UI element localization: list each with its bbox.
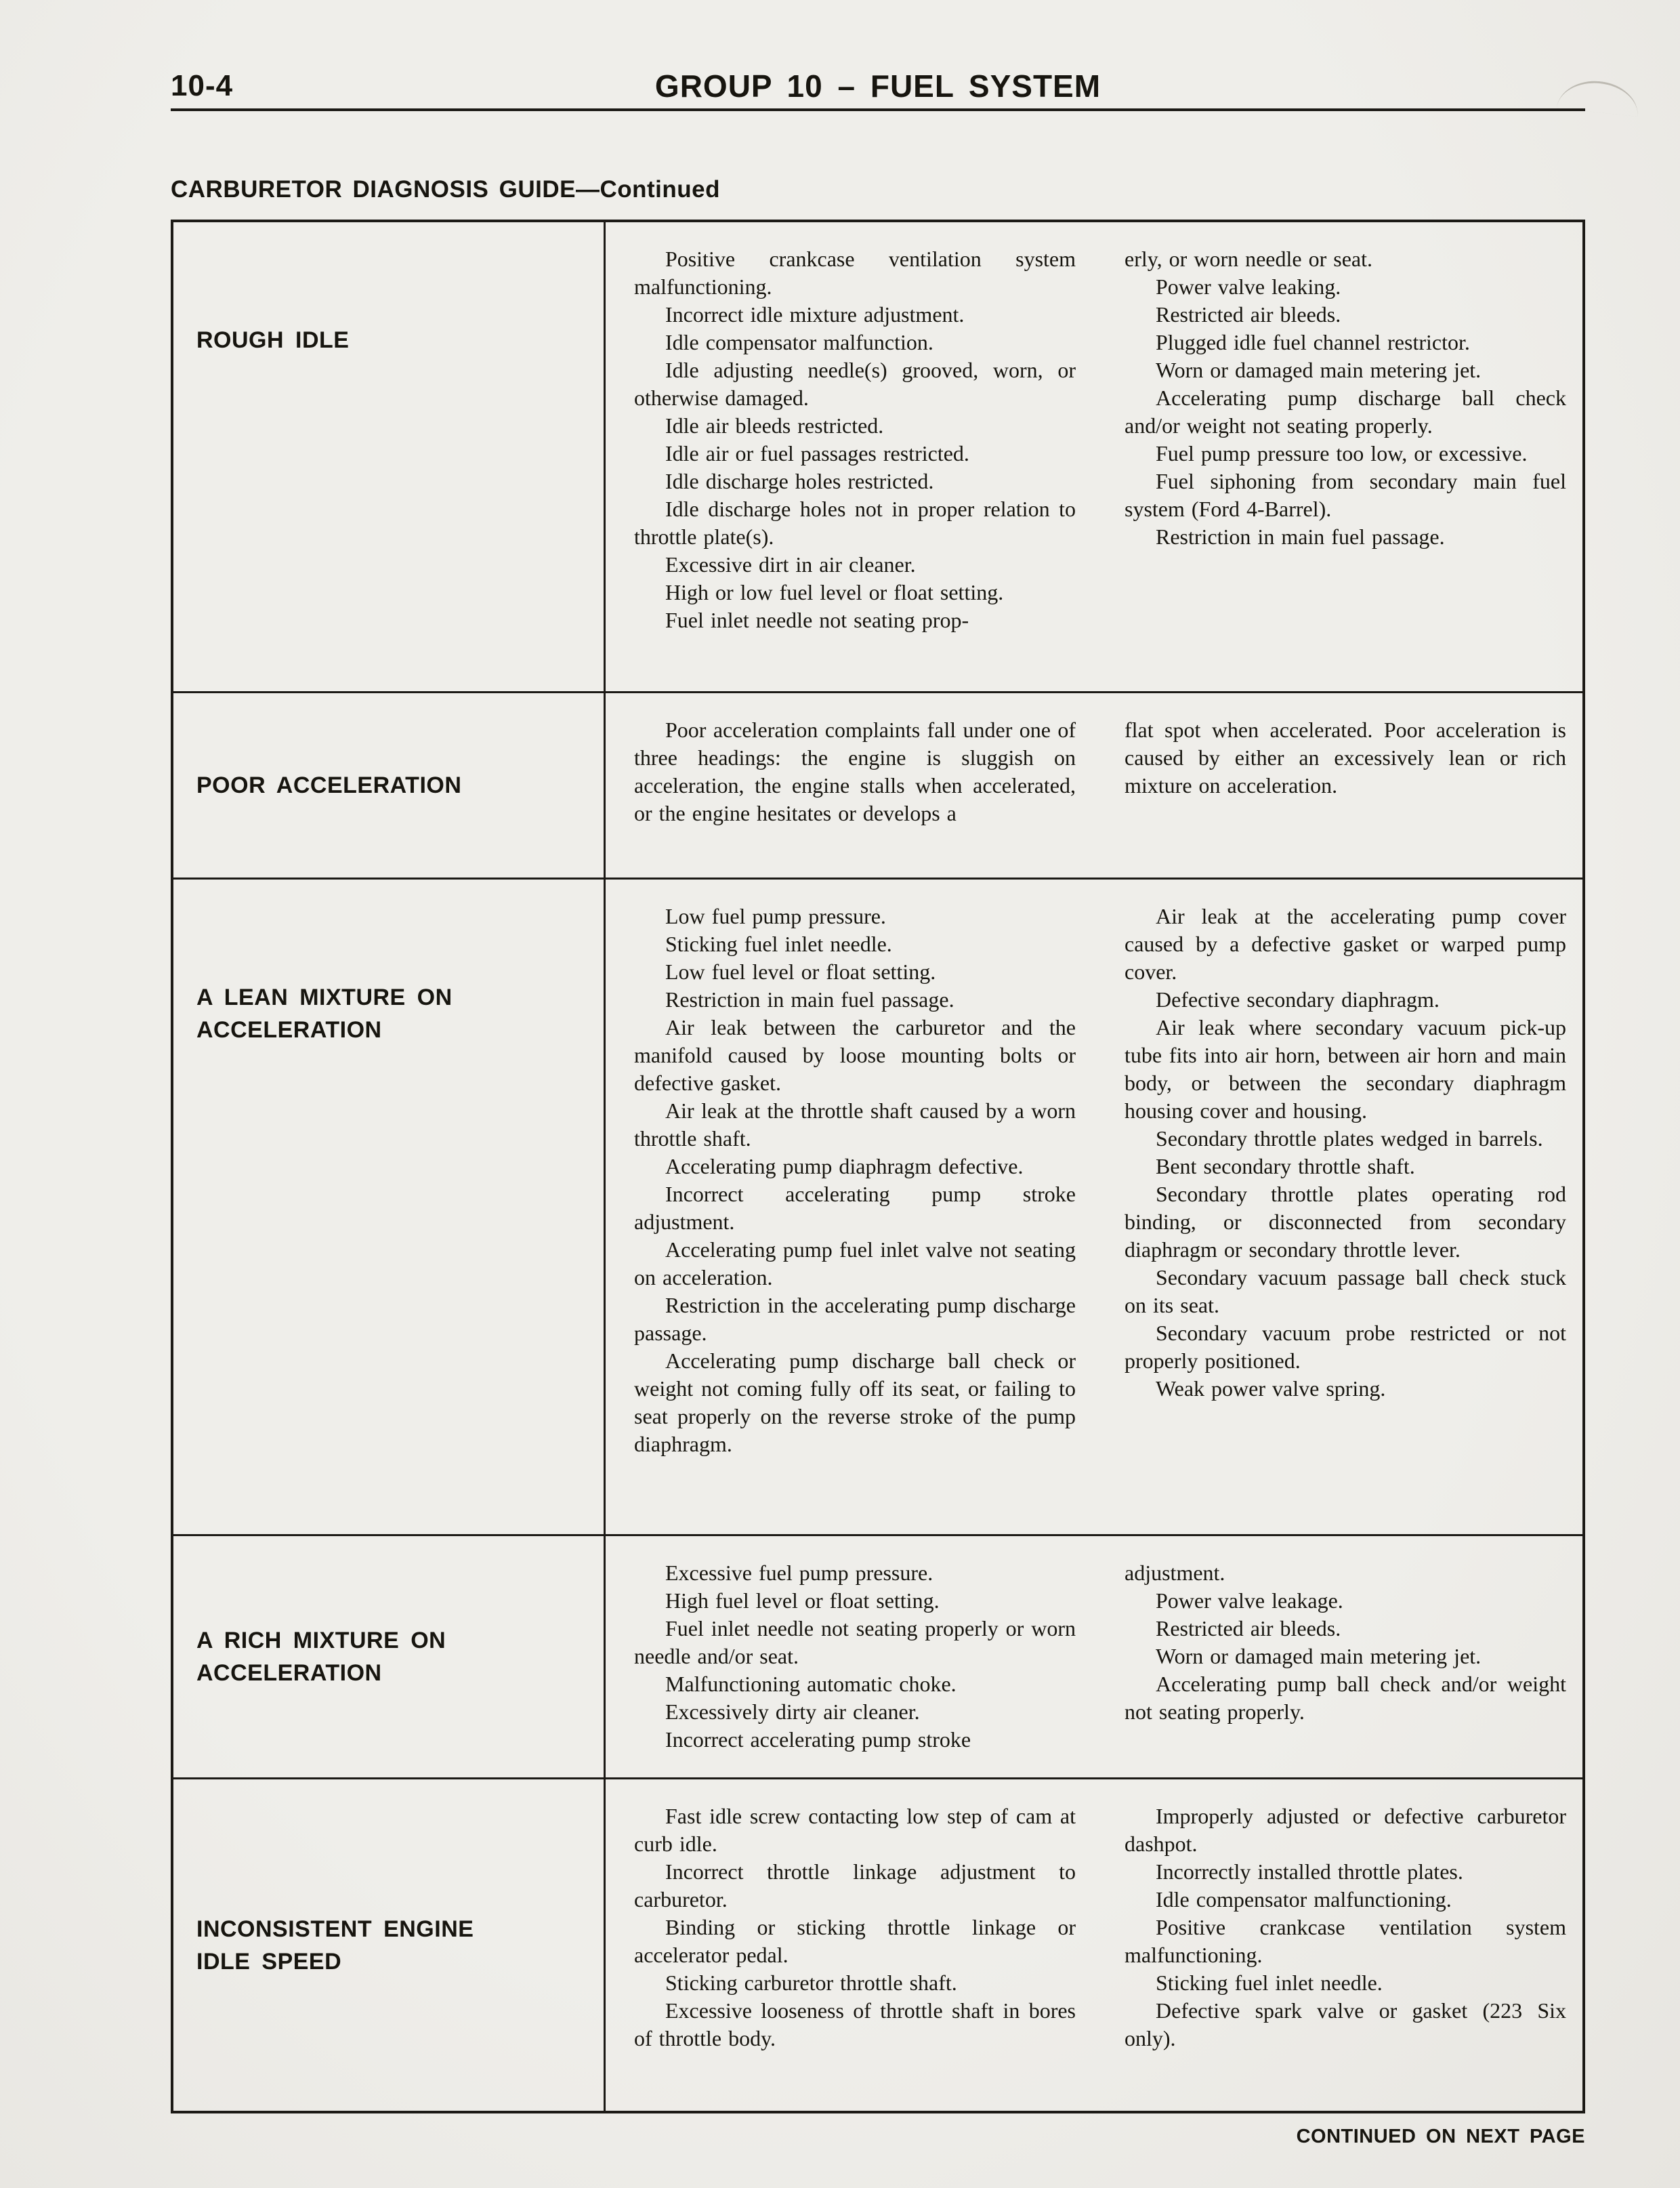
cause-paragraph: Poor acceleration complaints fall under one of three headings: the engine is sluggish on acceleration, the engine stalls when accelerated, or the engine hesitates or develops a [634,718,1076,825]
page-number: 10-4 [171,69,234,102]
cause-paragraph: Low fuel level or float setting. [665,959,936,984]
table-row [173,1777,1582,2111]
cause-paragraph: Idle compensator malfunction. [665,330,933,354]
cause-paragraph: Incorrect throttle linkage adjustment to carburetor. [634,1859,1076,1912]
causes-column-col2 [1125,1559,1566,1754]
condition-label: A RICH MIXTURE ON ACCELERATION [196,1628,446,1686]
condition-cell [173,1779,606,2111]
causes-cell [606,1536,1582,1777]
cause-paragraph: Air leak at the throttle shaft caused by a worn throttle shaft. [634,1098,1076,1151]
cause-paragraph: Air leak at the accelerating pump cover caused by a defective gasket or warped pump cover. [1125,904,1566,984]
cause-paragraph: Restricted air bleeds. [1156,302,1341,327]
cause-paragraph: Worn or damaged main metering jet. [1156,358,1482,382]
cause-paragraph: Positive crankcase ventilation system malfunctioning. [634,247,1076,299]
causes-column-col1 [634,1802,1076,2088]
table-row [173,1534,1582,1777]
cause-paragraph: Sticking fuel inlet needle. [1156,1970,1383,1995]
cause-paragraph: Restriction in the accelerating pump discharge passage. [634,1293,1076,1345]
header-rule [171,108,1585,111]
cause-paragraph: Idle discharge holes restricted. [665,469,934,493]
causes-column-col1 [634,716,1076,854]
cause-paragraph: Fuel inlet needle not seating properly or worn needle and/or seat. [634,1616,1076,1668]
causes-column-col1 [634,903,1076,1511]
cause-paragraph: erly, or worn needle or seat. [1125,247,1372,271]
cause-paragraph: Binding or sticking throttle linkage or accelerator pedal. [634,1915,1076,1967]
diagnosis-table [171,220,1585,2113]
cause-paragraph: Plugged idle fuel channel restrictor. [1156,330,1470,354]
cause-paragraph: Fuel siphoning from secondary main fuel system (Ford 4-Barrel). [1125,469,1566,521]
causes-cell [606,880,1582,1534]
table-row [173,691,1582,878]
cause-paragraph: Incorrectly installed throttle plates. [1156,1859,1463,1884]
cause-paragraph: Power valve leakage. [1156,1588,1343,1613]
causes-cell [606,222,1582,691]
cause-paragraph: Bent secondary throttle shaft. [1156,1154,1415,1178]
cause-paragraph: Positive crankcase ventilation system malfunctioning. [1125,1915,1566,1967]
header-title: GROUP 10 – FUEL SYSTEM [654,68,1101,104]
cause-paragraph: adjustment. [1125,1561,1225,1585]
cause-paragraph: Accelerating pump discharge ball check and/or weight not seating properly. [1125,386,1566,438]
cause-paragraph: Defective secondary diaphragm. [1156,987,1440,1012]
condition-label: A LEAN MIXTURE ON ACCELERATION [196,985,453,1043]
cause-paragraph: Weak power valve spring. [1156,1376,1386,1401]
cause-paragraph: Idle adjusting needle(s) grooved, worn, or otherwise damaged. [634,358,1076,410]
causes-column-col1 [634,245,1076,668]
cause-paragraph: Fast idle screw contacting low step of cam at curb idle. [634,1804,1076,1856]
cause-paragraph: Air leak where secondary vacuum pick-up tube fits into air horn, between air horn and main body, or between the secondary diaphragm housing cover and housing. [1125,1015,1566,1123]
cause-paragraph: Secondary vacuum probe restricted or not properly positioned. [1125,1321,1566,1373]
cause-paragraph: Worn or damaged main metering jet. [1156,1644,1482,1668]
causes-column-col2 [1125,1802,1566,2088]
cause-paragraph: Idle discharge holes not in proper relation to throttle plate(s). [634,497,1076,549]
cause-paragraph: Restricted air bleeds. [1156,1616,1341,1640]
cause-paragraph: Accelerating pump discharge ball check or weight not coming fully off its seat, or failing to seat properly on the reverse stroke of the pump diaphragm. [634,1348,1076,1456]
cause-paragraph: flat spot when accelerated. Poor acceleration is caused by either an excessively lean or rich mixture on acceleration. [1125,718,1566,798]
causes-column-col2 [1125,716,1566,854]
condition-label: POOR ACCELERATION [196,772,462,798]
cause-paragraph: Restriction in main fuel passage. [665,987,954,1012]
cause-paragraph: Excessive looseness of throttle shaft in bores of throttle body. [634,1998,1076,2050]
cause-paragraph: Idle air bleeds restricted. [665,413,884,438]
cause-paragraph: Defective spark valve or gasket (223 Six only). [1125,1998,1566,2050]
cause-paragraph: Accelerating pump diaphragm defective. [665,1154,1024,1178]
condition-cell [173,222,606,691]
cause-paragraph: Idle compensator malfunctioning. [1156,1887,1452,1912]
cause-paragraph: High fuel level or float setting. [665,1588,940,1613]
condition-cell [173,880,606,1534]
table-row [173,878,1582,1534]
condition-label: ROUGH IDLE [196,327,350,353]
condition-cell [173,693,606,878]
cause-paragraph: Fuel inlet needle not seating prop- [665,608,969,632]
cause-paragraph: High or low fuel level or float setting. [665,580,1004,604]
cause-paragraph: Idle air or fuel passages restricted. [665,441,969,466]
cause-paragraph: Malfunctioning automatic choke. [665,1672,957,1696]
cause-paragraph: Incorrect idle mixture adjustment. [665,302,965,327]
condition-label: INCONSISTENT ENGINE IDLE SPEED [196,1916,474,1975]
cause-paragraph: Secondary throttle plates operating rod binding, or disconnected from secondary diaphragm or secondary throttle lever. [1125,1182,1566,1262]
footer-note: CONTINUED ON NEXT PAGE [1296,2126,1585,2147]
page-content [171,0,1585,2148]
cause-paragraph: Incorrect accelerating pump stroke adjustment. [634,1182,1076,1234]
section-title: CARBURETOR DIAGNOSIS GUIDE—Continued [171,176,720,203]
cause-paragraph: Sticking fuel inlet needle. [665,932,892,956]
causes-cell [606,1779,1582,2111]
cause-paragraph: Secondary vacuum passage ball check stuck on its seat. [1125,1265,1566,1317]
page-header [171,58,1585,108]
cause-paragraph: Secondary throttle plates wedged in barrels. [1156,1126,1543,1151]
cause-paragraph: Power valve leaking. [1156,274,1341,299]
cause-paragraph: Improperly adjusted or defective carburetor dashpot. [1125,1804,1566,1856]
cause-paragraph: Accelerating pump ball check and/or weight not seating properly. [1125,1672,1566,1724]
cause-paragraph: Incorrect accelerating pump stroke [665,1727,971,1752]
cause-paragraph: Excessive dirt in air cleaner. [665,552,916,577]
cause-paragraph: Fuel pump pressure too low, or excessive. [1156,441,1528,466]
cause-paragraph: Excessive fuel pump pressure. [665,1561,933,1585]
cause-paragraph: Accelerating pump fuel inlet valve not seating on acceleration. [634,1237,1076,1289]
cause-paragraph: Low fuel pump pressure. [665,904,886,928]
causes-column-col1 [634,1559,1076,1754]
causes-cell [606,693,1582,878]
causes-column-col2 [1125,245,1566,668]
cause-paragraph: Restriction in main fuel passage. [1156,524,1445,549]
causes-column-col2 [1125,903,1566,1511]
condition-cell [173,1536,606,1777]
cause-paragraph: Excessively dirty air cleaner. [665,1699,920,1724]
cause-paragraph: Sticking carburetor throttle shaft. [665,1970,957,1995]
table-row [173,222,1582,691]
cause-paragraph: Air leak between the carburetor and the manifold caused by loose mounting bolts or defective gasket. [634,1015,1076,1095]
